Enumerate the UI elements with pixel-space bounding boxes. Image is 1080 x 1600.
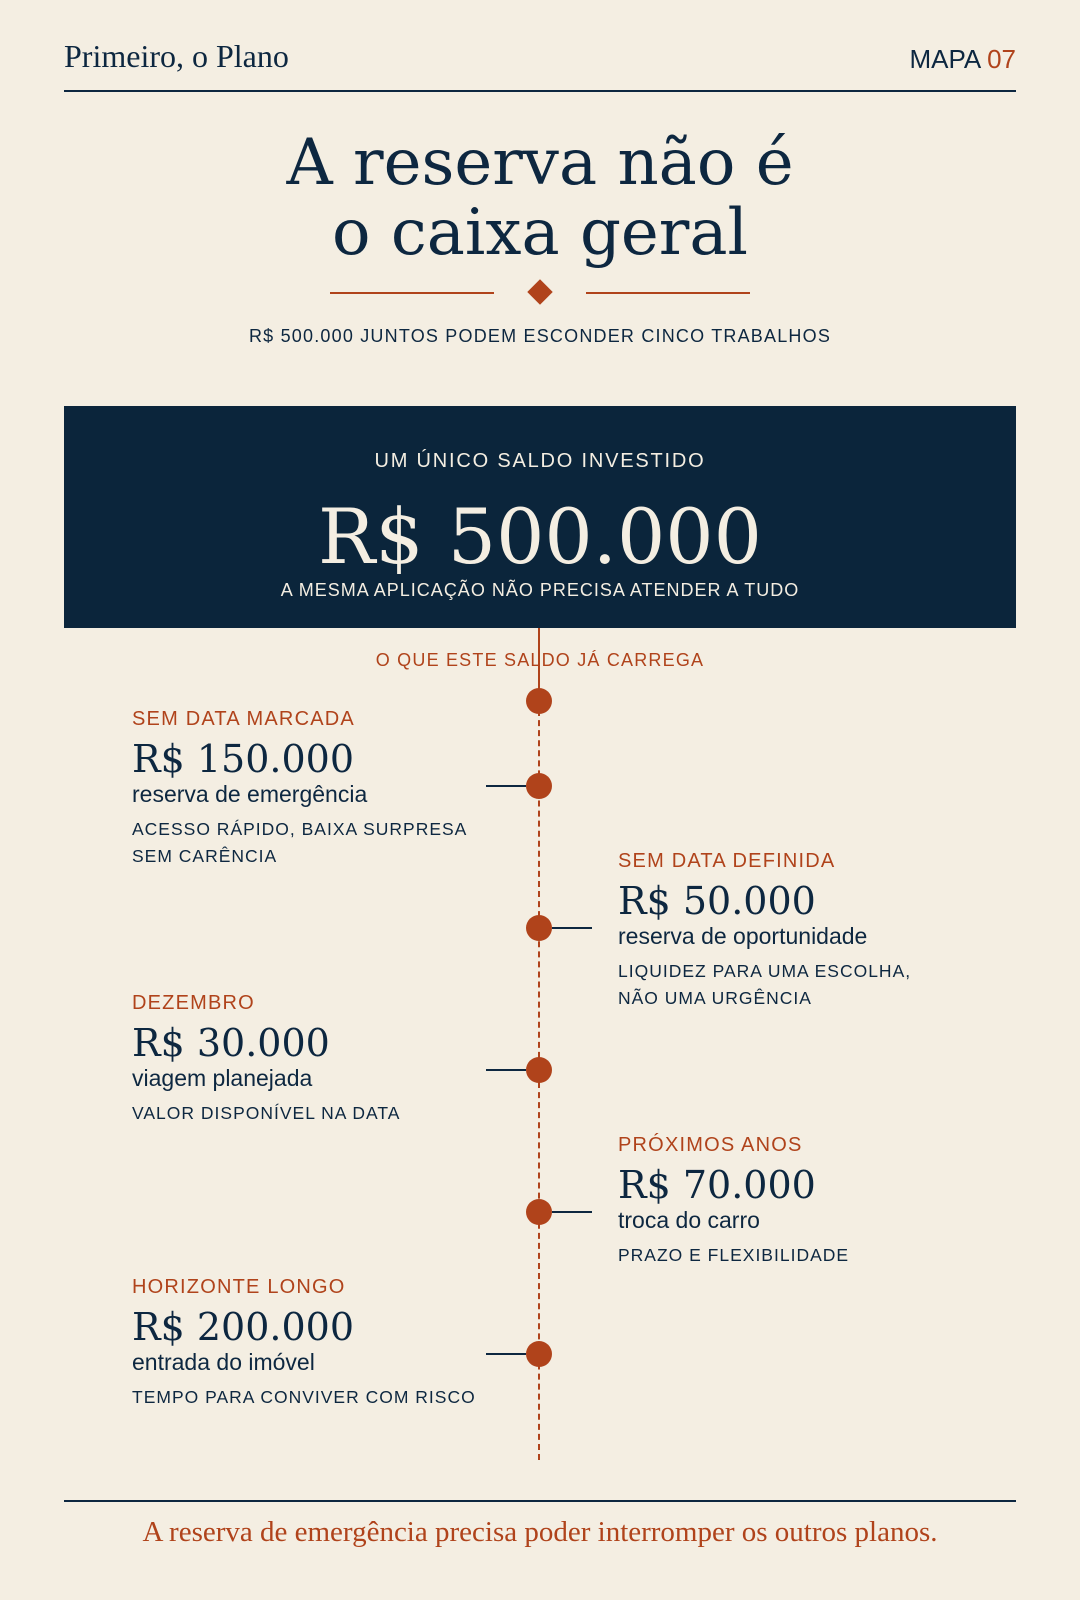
ornament-line-left [330,292,494,294]
map-label [910,44,1016,75]
item-amount: R$ 30.000 [132,1021,330,1065]
item-when: PRÓXIMOS ANOS [618,1134,803,1156]
item-when: HORIZONTE LONGO [132,1276,346,1298]
timeline-item-opportunity [618,850,1018,1012]
timeline-item-car [618,1134,1018,1269]
ornament-line-right [586,292,750,294]
item-note [132,816,532,870]
item-note-line-1: ACESSO RÁPIDO, BAIXA SURPRESA [132,819,468,839]
item-amount: R$ 50.000 [618,879,816,923]
item-when: SEM DATA MARCADA [132,708,355,730]
item-note-line-1: LIQUIDEZ PARA UMA ESCOLHA, [618,961,912,981]
page-title-line-1: A reserva não é [286,126,794,200]
banner-label: UM ÚNICO SALDO INVESTIDO [374,450,706,472]
total-balance-banner [64,406,1016,628]
item-when: DEZEMBRO [132,992,255,1014]
item-note [618,1242,1018,1269]
item-when: SEM DATA DEFINIDA [618,850,836,872]
item-note [618,958,1018,1012]
item-note-line-1: PRAZO E FLEXIBILIDADE [618,1245,850,1265]
item-amount: R$ 200.000 [132,1305,355,1349]
item-note-line-2: SEM CARÊNCIA [132,846,278,866]
item-amount: R$ 150.000 [132,737,355,781]
item-what: reserva de oportunidade [618,923,868,949]
page-title-line-2: o caixa geral [332,196,748,270]
item-what: troca do carro [618,1207,760,1233]
page-title [0,128,1080,268]
footer-divider [64,1500,1016,1502]
item-note [132,1384,532,1411]
timeline-dot [526,1199,552,1225]
timeline-item-emergency [132,708,532,870]
banner-amount: R$ 500.000 [317,492,762,581]
item-what: entrada do imóvel [132,1349,315,1375]
item-note-line-1: VALOR DISPONÍVEL NA DATA [132,1103,401,1123]
timeline-connector [552,927,592,929]
timeline-dot [526,915,552,941]
map-number: 07 [987,44,1016,74]
item-note-line-1: TEMPO PARA CONVIVER COM RISCO [132,1387,476,1407]
item-what: reserva de emergência [132,781,368,807]
item-amount: R$ 70.000 [618,1163,816,1207]
diamond-icon [527,279,552,304]
brand-title: Primeiro, o Plano [64,38,289,74]
timeline-item-property [132,1276,532,1411]
subtitle: R$ 500.000 JUNTOS PODEM ESCONDER CINCO TRABALHOS [248,326,832,346]
timeline-connector [552,1211,592,1213]
map-label-text: MAPA [909,44,980,74]
item-note-line-2: NÃO UMA URGÊNCIA [618,988,812,1008]
item-note [132,1100,532,1127]
timeline-item-trip [132,992,532,1127]
footer-quote: A reserva de emergência precisa poder interromper os outros planos. [142,1516,938,1548]
item-what: viagem planejada [132,1065,313,1091]
header-divider [64,90,1016,92]
timeline-label: O QUE ESTE SALDO JÁ CARREGA [375,650,705,670]
banner-note: A MESMA APLICAÇÃO NÃO PRECISA ATENDER A TUDO [280,580,800,600]
